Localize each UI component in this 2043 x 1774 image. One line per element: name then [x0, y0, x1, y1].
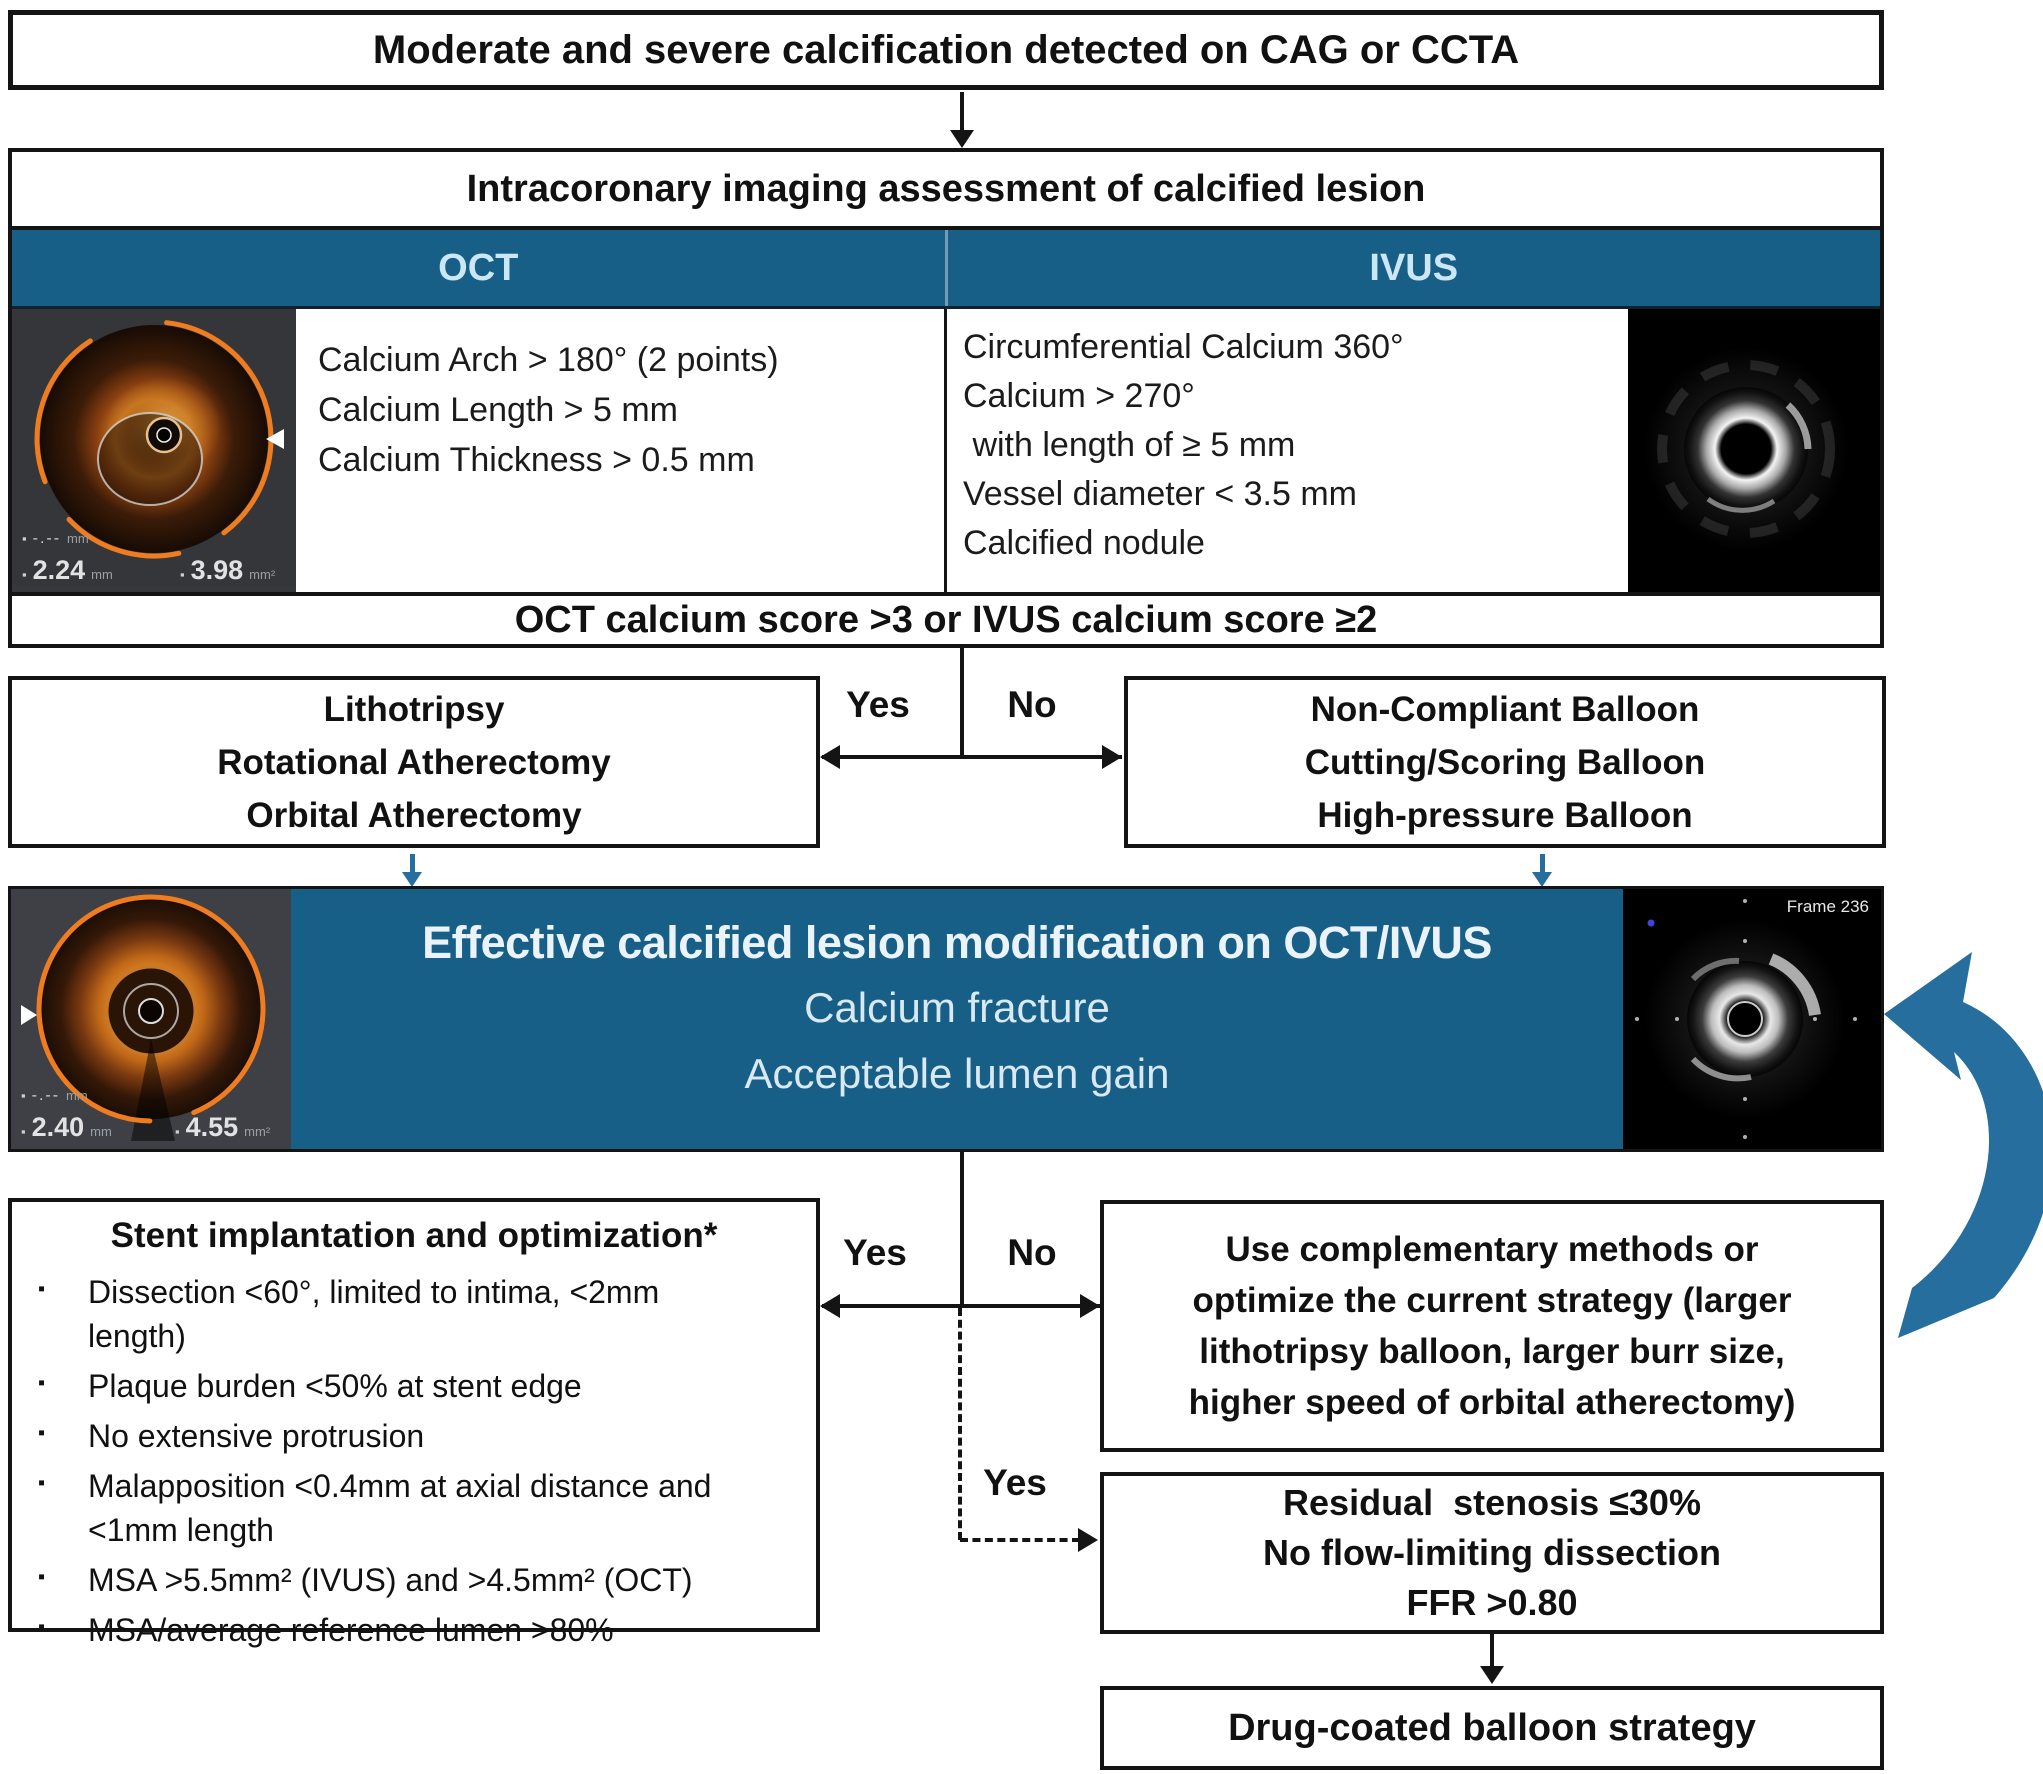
assessment-content-row — [12, 309, 1880, 596]
oct-diameter-readout — [22, 555, 113, 586]
assessment-header-row — [12, 230, 1880, 309]
connector-top-line — [960, 92, 964, 132]
diameter-value: 2.40 — [31, 1112, 85, 1142]
complementary-line: Use complementary methods or — [1225, 1230, 1759, 1269]
stent-bullet-item — [38, 1608, 790, 1652]
assessment-title: Intracoronary imaging assessment of calcified lesion — [12, 152, 1880, 230]
ivus-criterion: Calcium > 270° — [963, 377, 1195, 415]
stent-bullet-item — [38, 1364, 790, 1408]
option-line: Non-Compliant Balloon — [1310, 689, 1700, 729]
ivus-criteria-list — [947, 309, 1628, 592]
complementary-line: lithotripsy balloon, larger burr size, — [1199, 1332, 1785, 1371]
area-value: 3.98 — [190, 555, 244, 585]
tab-ivus: IVUS — [1369, 246, 1459, 289]
frame-label: Frame 236 — [1786, 897, 1869, 916]
box-drug-coated-balloon — [1100, 1686, 1884, 1770]
bullet-square-icon: ▪ — [38, 1278, 46, 1300]
stent-bullet-text: Malapposition <0.4mm at axial distance and <1mm length — [88, 1468, 721, 1548]
square-marker-icon: ▪ — [21, 1124, 26, 1139]
square-marker-icon: ▪ — [22, 567, 27, 582]
oct-image-panel — [12, 309, 296, 592]
oct-post-dash-readout — [21, 1087, 88, 1105]
initial-detection-text: Moderate and severe calcification detected on CAG or CCTA — [372, 27, 1520, 72]
square-marker-icon: ▪ — [21, 1088, 26, 1103]
ivus-criterion: with length of ≥ 5 mm — [963, 426, 1296, 464]
blue-arrowhead-right-icon — [1532, 872, 1552, 887]
dash-value: -.-- — [31, 1087, 61, 1104]
bullet-square-icon: ▪ — [38, 1566, 46, 1588]
branch1-hline — [822, 755, 1122, 759]
option-line: High-pressure Balloon — [1317, 795, 1693, 835]
oct-post-area-readout — [175, 1112, 270, 1143]
bullet-square-icon: ▪ — [38, 1422, 46, 1444]
residual-line: No flow-limiting dissection — [1263, 1532, 1721, 1573]
oct-post-scan-graphic — [11, 889, 291, 1149]
option-line: Lithotripsy — [323, 689, 505, 729]
box-atherectomy-options — [8, 676, 820, 848]
area-value: 4.55 — [185, 1112, 239, 1142]
arrowhead-left-icon — [820, 1294, 840, 1318]
blue-dot-icon — [1648, 920, 1655, 927]
stent-bullet-text: MSA/average reference lumen >80% — [88, 1612, 614, 1648]
diameter-value: 2.24 — [32, 555, 86, 585]
stent-bullet-text: MSA >5.5mm² (IVUS) and >4.5mm² (OCT) — [88, 1562, 693, 1598]
option-line: Rotational Atherectomy — [217, 742, 611, 782]
arrowhead-right-icon — [1080, 1294, 1100, 1318]
box-stent-optimization — [8, 1198, 820, 1648]
branch2-yes-label: Yes — [843, 1232, 907, 1273]
oct-dash-readout — [22, 530, 89, 548]
tab-oct: OCT — [438, 246, 519, 289]
dash-value: -.-- — [32, 530, 62, 547]
area-unit: mm² — [249, 567, 276, 582]
square-marker-icon: ▪ — [175, 1124, 180, 1139]
box-balloon-options — [1124, 676, 1886, 848]
option-line: Orbital Atherectomy — [246, 795, 582, 835]
ivus-criterion: Vessel diameter < 3.5 mm — [963, 475, 1358, 513]
option-line: Cutting/Scoring Balloon — [1304, 742, 1706, 782]
drug-box-text: Drug-coated balloon strategy — [1228, 1706, 1756, 1749]
diameter-unit: mm — [91, 567, 113, 582]
dash-unit: mm — [66, 1088, 88, 1103]
oct-post-diameter-readout — [21, 1112, 112, 1143]
banner-line: Calcium fracture — [804, 984, 1110, 1031]
square-marker-icon: ▪ — [180, 567, 185, 582]
bullet-square-icon: ▪ — [38, 1372, 46, 1394]
branch2-no-label: No — [1007, 1232, 1057, 1273]
arrowhead-down-icon — [950, 130, 974, 148]
residual-line: Residual stenosis ≤30% — [1283, 1482, 1701, 1523]
square-marker-icon: ▪ — [22, 531, 27, 546]
stent-bullet-item — [38, 1270, 790, 1358]
blue-arrowhead-left-icon — [402, 872, 422, 887]
ivus-image-panel — [1628, 309, 1880, 592]
box-residual-stenosis — [1100, 1472, 1884, 1634]
box-complementary-methods — [1100, 1200, 1884, 1452]
oct-area-readout — [180, 555, 275, 586]
banner-title: Effective calcified lesion modification on OCT/IVUS — [422, 917, 1492, 968]
ivus-post-scan-graphic — [1623, 889, 1881, 1149]
diameter-unit: mm — [90, 1124, 112, 1139]
branch2-vline — [960, 1152, 964, 1306]
branch1-no-label: No — [1007, 684, 1057, 725]
stent-bullet-text: No extensive protrusion — [88, 1418, 425, 1454]
dashed-yes-label: Yes — [983, 1462, 1047, 1503]
calcium-score-line: OCT calcium score >3 or IVUS calcium score ≥2 — [514, 598, 1378, 641]
ivus-criterion: Calcified nodule — [963, 524, 1205, 562]
arrowhead-left-icon — [820, 745, 840, 769]
oct-criterion: Calcium Length > 5 mm — [318, 391, 678, 429]
oct-criterion: Calcium Arch > 180° (2 points) — [318, 341, 779, 379]
stent-bullet-text: Plaque burden <50% at stent edge — [88, 1368, 582, 1404]
stent-title: Stent implantation and optimization* — [110, 1216, 718, 1255]
arrowhead-down-icon — [1480, 1666, 1504, 1684]
dashed-arrowhead-right-icon — [1078, 1528, 1098, 1552]
branch1-yes-label: Yes — [846, 684, 910, 725]
dash-unit: mm — [67, 531, 89, 546]
arrowhead-right-icon — [1102, 745, 1122, 769]
bullet-square-icon: ▪ — [38, 1616, 46, 1638]
stent-bullet-item — [38, 1464, 790, 1552]
ivus-criterion: Circumferential Calcium 360° — [963, 328, 1404, 366]
oct-image-post-panel — [11, 889, 291, 1149]
dashed-hline — [960, 1538, 1080, 1542]
bullet-square-icon: ▪ — [38, 1472, 46, 1494]
box-initial-detection — [8, 10, 1884, 90]
complementary-line: higher speed of orbital atherectomy) — [1188, 1383, 1796, 1422]
stent-bullet-item — [38, 1414, 790, 1458]
area-unit: mm² — [244, 1124, 271, 1139]
banner-row — [8, 886, 1884, 1152]
oct-criterion: Calcium Thickness > 0.5 mm — [318, 441, 755, 479]
complementary-line: optimize the current strategy (larger — [1192, 1281, 1792, 1320]
banner-modification — [291, 889, 1623, 1149]
stent-bullet-text: Dissection <60°, limited to intima, <2mm length) — [88, 1274, 669, 1354]
banner-line: Acceptable lumen gain — [744, 1050, 1170, 1097]
connector-residual-drug — [1490, 1634, 1494, 1668]
oct-criteria-list — [296, 309, 944, 592]
dashed-vline — [958, 1308, 962, 1540]
box-imaging-assessment — [8, 148, 1884, 648]
stent-bullet-item — [38, 1558, 790, 1602]
residual-line: FFR >0.80 — [1406, 1582, 1578, 1623]
ivus-scan-graphic — [1628, 309, 1880, 585]
ivus-image-post-panel — [1623, 889, 1881, 1149]
